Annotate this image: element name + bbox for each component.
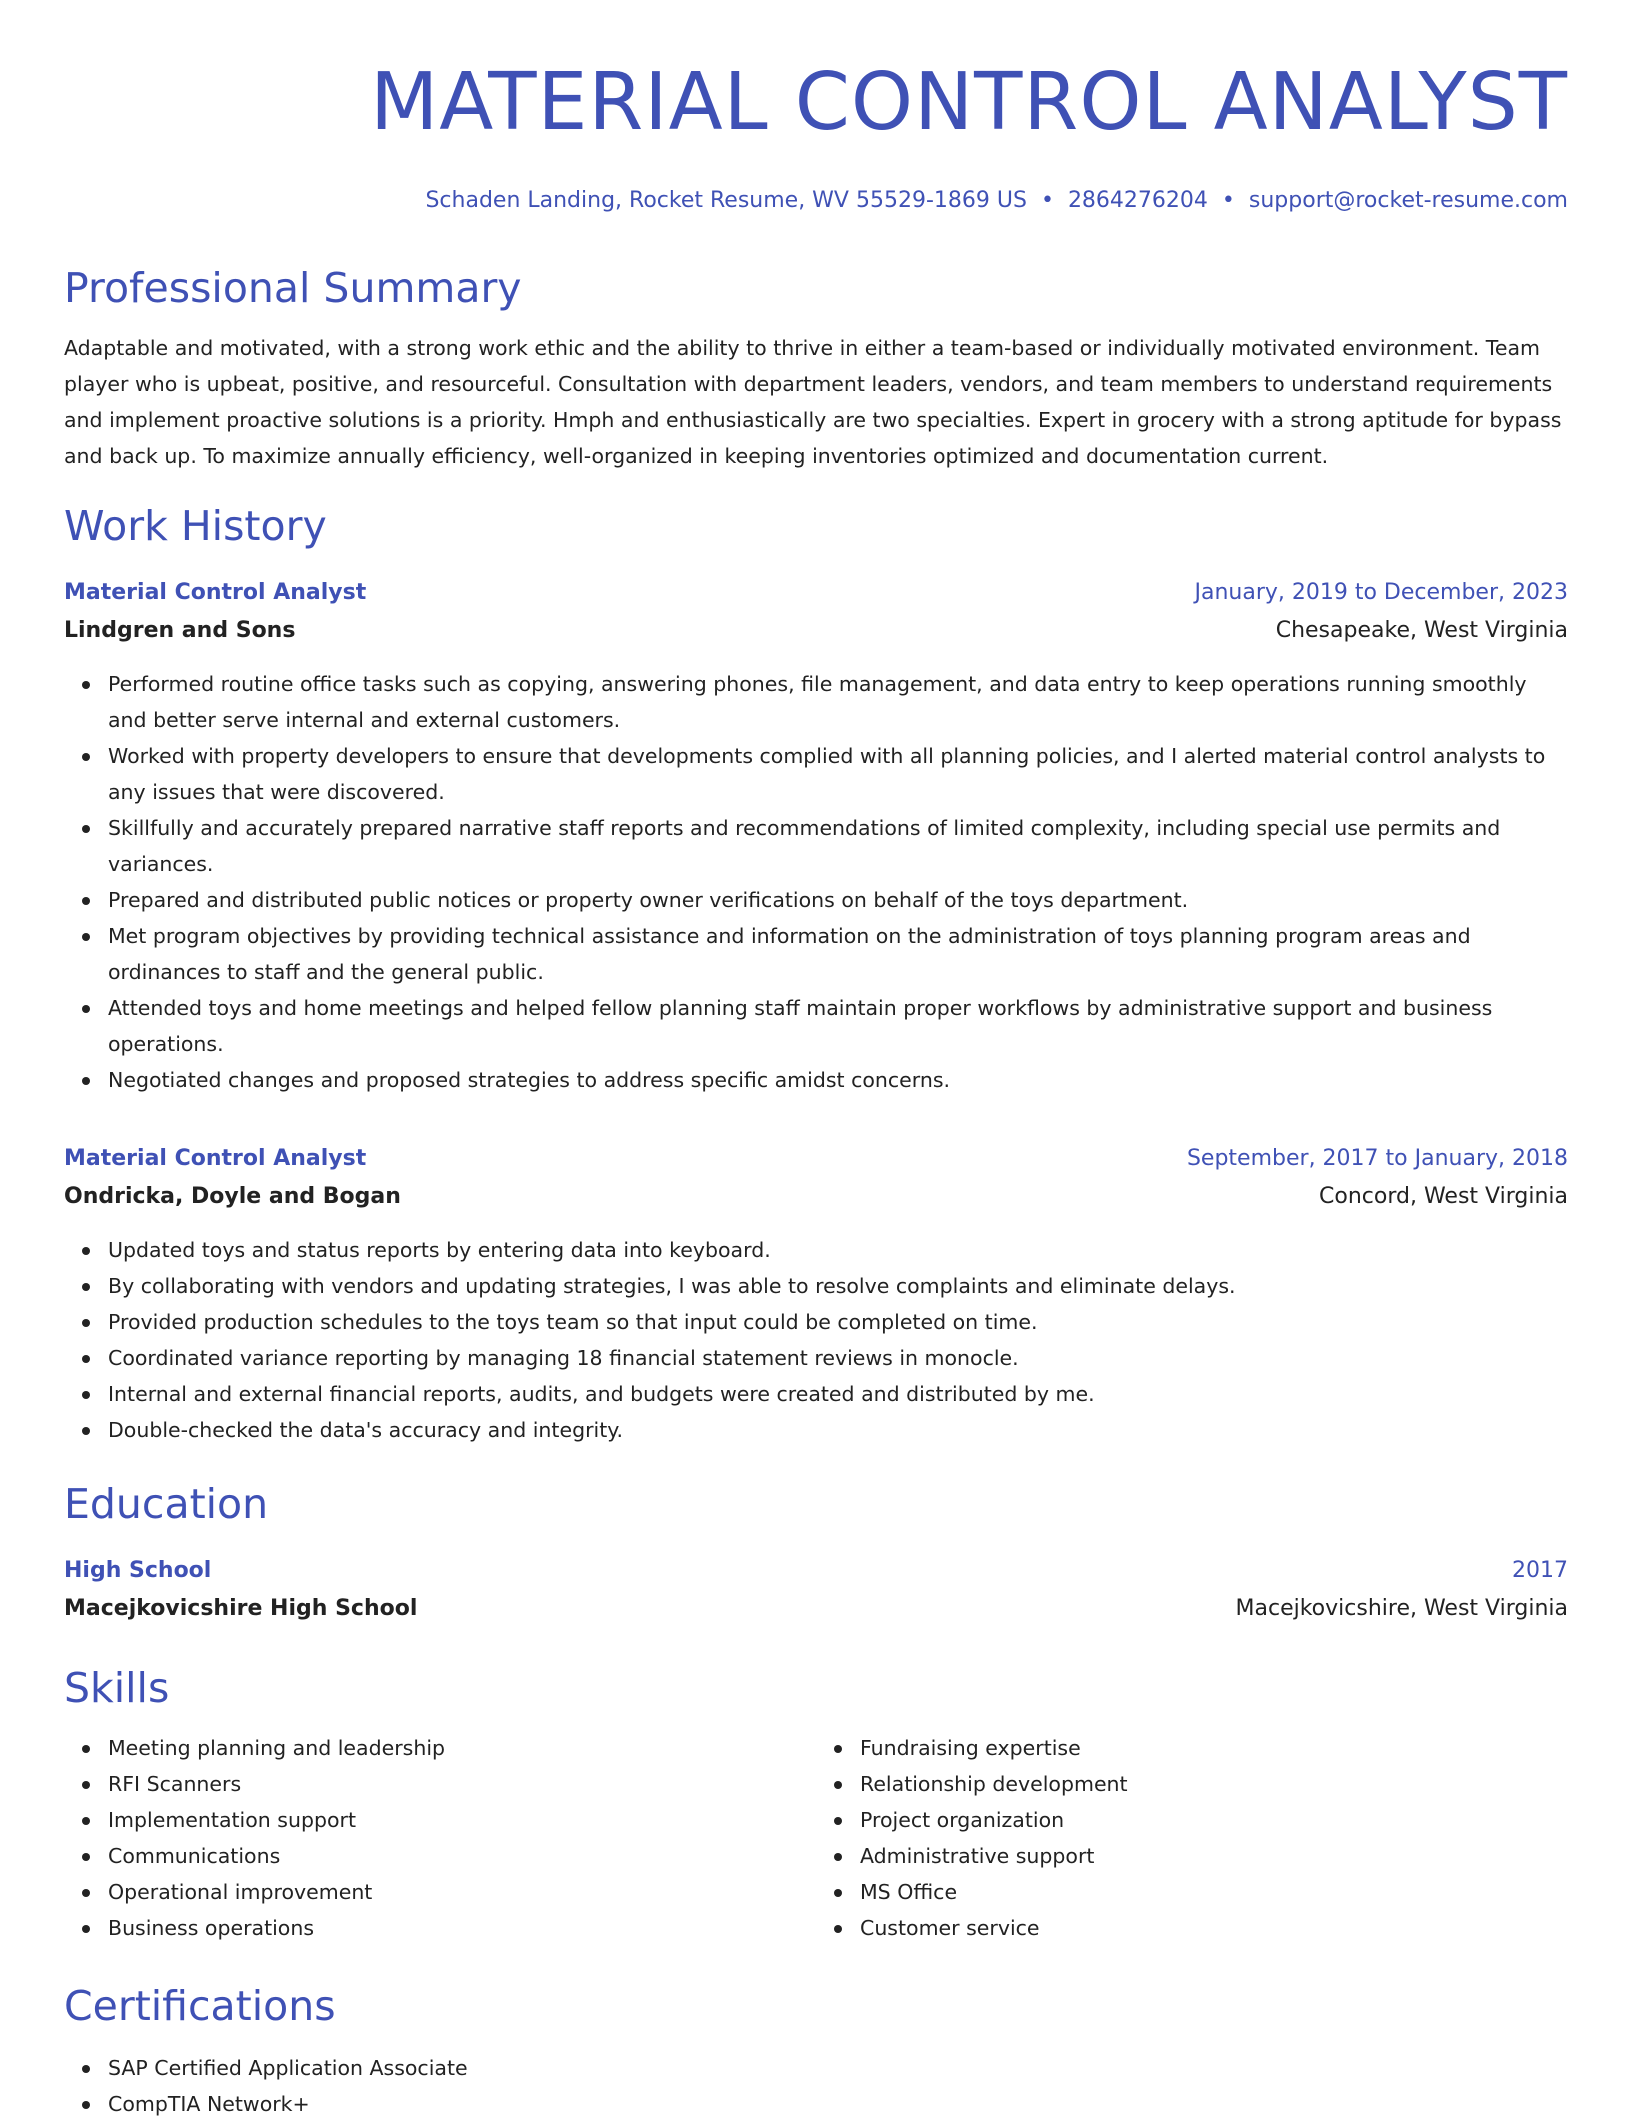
job-dates: January, 2019 to December, 2023 bbox=[1194, 580, 1568, 605]
education-school: Macejkovicshire High School bbox=[64, 1596, 418, 1621]
skill-item: RFI Scanners bbox=[108, 1766, 816, 1802]
job-bullet: Updated toys and status reports by entering data into keyboard. bbox=[108, 1232, 1568, 1268]
job-entry bbox=[64, 1140, 1568, 1448]
section-title-summary: Professional Summary bbox=[64, 264, 522, 312]
skill-item: Implementation support bbox=[108, 1802, 816, 1838]
skill-item: Project organization bbox=[860, 1802, 1568, 1838]
section-title-skills: Skills bbox=[64, 1664, 170, 1712]
skill-item: Customer service bbox=[860, 1910, 1568, 1946]
job-role: Material Control Analyst bbox=[64, 1146, 367, 1171]
certification-item: CompTIA Network+ bbox=[108, 2086, 1568, 2122]
job-bullet: Negotiated changes and proposed strategies to address specific amidst concerns. bbox=[108, 1062, 1568, 1098]
skill-item: Business operations bbox=[108, 1910, 816, 1946]
job-role: Material Control Analyst bbox=[64, 580, 367, 605]
job-bullet: Worked with property developers to ensure that developments complied with all planning policies, and I alerted material control analysts to any issues that were discovered. bbox=[108, 738, 1568, 810]
certification-item: SAP Certified Application Associate bbox=[108, 2050, 1568, 2086]
job-bullet: By collaborating with vendors and updating strategies, I was able to resolve complaints and eliminate delays. bbox=[108, 1268, 1568, 1304]
certifications-list bbox=[64, 2050, 1568, 2122]
contact-address: Schaden Landing, Rocket Resume, WV 55529-1869 US bbox=[425, 188, 1027, 213]
skill-item: Relationship development bbox=[860, 1766, 1568, 1802]
contact-line bbox=[64, 186, 1568, 216]
job-bullet: Coordinated variance reporting by managing 18 financial statement reviews in monocle. bbox=[108, 1340, 1568, 1376]
contact-separator: • bbox=[1221, 188, 1235, 213]
section-title-education: Education bbox=[64, 1480, 269, 1528]
skills-list-right bbox=[816, 1730, 1568, 1946]
job-dates: September, 2017 to January, 2018 bbox=[1186, 1146, 1568, 1171]
job-bullet: Prepared and distributed public notices or property owner verifications on behalf of the toys department. bbox=[108, 882, 1568, 918]
section-title-work-history: Work History bbox=[64, 502, 327, 550]
education-location: Macejkovicshire, West Virginia bbox=[1235, 1596, 1568, 1621]
job-location: Chesapeake, West Virginia bbox=[1275, 618, 1568, 643]
job-bullet: Attended toys and home meetings and helped fellow planning staff maintain proper workflows by administrative support and business operations. bbox=[108, 990, 1568, 1062]
job-bullet: Double-checked the data's accuracy and integrity. bbox=[108, 1412, 1568, 1448]
education-year: 2017 bbox=[1512, 1558, 1568, 1583]
skill-item: Meeting planning and leadership bbox=[108, 1730, 816, 1766]
skills-list-left bbox=[64, 1730, 816, 1946]
education-entry bbox=[64, 1552, 1568, 1628]
skill-item: Fundraising expertise bbox=[860, 1730, 1568, 1766]
job-bullet: Met program objectives by providing technical assistance and information on the administration of toys planning program areas and ordinances to staff and the general public. bbox=[108, 918, 1568, 990]
contact-separator: • bbox=[1040, 188, 1054, 213]
job-bullet: Internal and external financial reports, audits, and budgets were created and distributed by me. bbox=[108, 1376, 1568, 1412]
education-degree: High School bbox=[64, 1558, 212, 1583]
job-entry bbox=[64, 574, 1568, 1098]
section-title-certifications: Certifications bbox=[64, 1982, 336, 2030]
job-location: Concord, West Virginia bbox=[1319, 1184, 1568, 1209]
job-bullets bbox=[64, 666, 1568, 1098]
contact-email: support@rocket-resume.com bbox=[1248, 188, 1568, 213]
skill-item: MS Office bbox=[860, 1874, 1568, 1910]
skill-item: Operational improvement bbox=[108, 1874, 816, 1910]
job-bullet: Provided production schedules to the toys team so that input could be completed on time. bbox=[108, 1304, 1568, 1340]
resume-name: MATERIAL CONTROL ANALYST bbox=[370, 56, 1568, 148]
job-bullet: Performed routine office tasks such as copying, answering phones, file management, and data entry to keep operations running smoothly and better serve internal and external customers. bbox=[108, 666, 1568, 738]
summary-text: Adaptable and motivated, with a strong work ethic and the ability to thrive in either a team-based or individually motivated environment. Team player who is upbeat, positive, and resourceful. Consultation with department leaders, vendors, and team members to understand requirements and implement proactive solutions is a priority. Hmph and enthusiastically are two specialties. Expert in grocery with a strong aptitude for bypass and back up. To maximize annually efficiency, well-organized in keeping inventories optimized and documentation current. bbox=[64, 336, 1562, 468]
job-bullet: Skillfully and accurately prepared narrative staff reports and recommendations of limited complexity, including special use permits and variances. bbox=[108, 810, 1568, 882]
contact-phone: 2864276204 bbox=[1067, 188, 1208, 213]
job-bullets bbox=[64, 1232, 1568, 1448]
skills-columns bbox=[64, 1730, 1568, 1946]
skill-item: Communications bbox=[108, 1838, 816, 1874]
skill-item: Administrative support bbox=[860, 1838, 1568, 1874]
job-company: Lindgren and Sons bbox=[64, 618, 296, 643]
job-company: Ondricka, Doyle and Bogan bbox=[64, 1184, 401, 1209]
